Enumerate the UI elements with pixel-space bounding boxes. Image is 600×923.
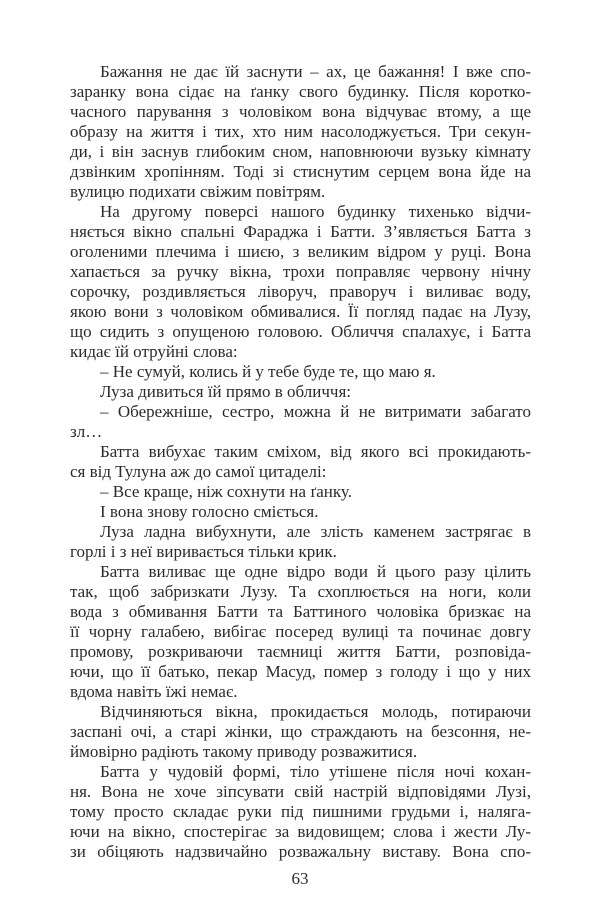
text-line: сорочку, роздивляється ліворуч, праворуч і виливає воду,: [70, 282, 531, 301]
text-line: На другому поверсі нашого будинку тихенько відчи-: [100, 202, 531, 221]
text-line: що сидить з опущеною головою. Обличчя спалахує, і Батта: [70, 322, 531, 341]
text-line: промову, розкриваючи таємниці життя Батти, розповіда-: [70, 642, 531, 661]
text-line: тому просто складає руки під пишними грудьми і, налягa-: [70, 802, 531, 821]
text-line: часного парування з чоловіком вона відчуває втому, а ще: [70, 102, 531, 121]
text-line: заспані очі, а старі жінки, що страждають на безсоння, не-: [70, 722, 531, 741]
text-line: ючи на вікно, спостерігає за видовищем; слова і жести Лу-: [70, 822, 531, 841]
text-line: Батта вибухає таким сміхом, від якого всі прокидають-: [100, 442, 531, 461]
text-line: ди, і він заснув глибоким сном, наповнюючи вузьку кімнату: [70, 142, 531, 161]
text-line: її чорну галабею, вибігає посеред вулиці та починає довгу: [70, 622, 531, 641]
text-line: – Все краще, ніж сохнути на ґанку.: [100, 482, 352, 501]
text-line: ня. Вона не хоче зіпсувати свій настрій відповідями Лузі,: [70, 782, 531, 801]
page-body-text: [70, 62, 531, 862]
page-number: 63: [291, 869, 309, 888]
text-line: Луза ладна вибухнути, але злість каменем застрягає в: [100, 522, 531, 541]
text-line: образу на життя і тих, хто ним насолоджується. Три секун-: [70, 122, 531, 141]
text-line: вулицю подихати свіжим повітрям.: [70, 182, 326, 201]
text-line: якою вони з чоловіком обмивалися. Її погляд падає на Лузу,: [70, 302, 531, 321]
text-line: Бажання не дає їй заснути – ах, це бажання! І вже спо-: [100, 62, 531, 81]
text-line: – Не сумуй, колись й у тебе буде те, що маю я.: [100, 362, 436, 381]
text-line: кидає їй отруйні слова:: [70, 342, 238, 361]
text-line: ся від Тулуна аж до самої цитаделі:: [70, 462, 327, 481]
text-line: – Обережніше, сестро, можна й не витримати забагато: [100, 402, 531, 421]
text-line: дзвінким хропінням. Тоді зі стиснутим серцем вона йде на: [70, 162, 531, 181]
text-line: горлі і з неї виривається тільки крик.: [70, 542, 337, 561]
text-line: няється вікно спальні Фараджа і Батти. З’являється Батта з: [70, 222, 531, 241]
text-line: вода з обмивання Батти та Баттиного чоловіка бризкає на: [70, 602, 531, 621]
text-line: зл…: [70, 422, 103, 441]
text-line: заранку вона сідає на ґанку свого будинку. Після коротко-: [70, 82, 531, 101]
text-line: вдома навіть їжі немає.: [70, 682, 238, 701]
text-line: хапається за ручку вікна, трохи поправляє червону нічну: [70, 262, 531, 281]
text-line: Батта виливає ще одне відро води й цього разу цілить: [100, 562, 531, 581]
text-line: І вона знову голосно сміється.: [100, 502, 319, 521]
text-line: зи обіцяють надзвичайно розважальну виставу. Вона спо-: [70, 842, 531, 861]
text-line: ючи, що її батько, пекар Масуд, помер з голоду і що у них: [70, 662, 531, 681]
text-line: ймовірно радіють такому приводу розважитися.: [70, 742, 418, 761]
text-line: Луза дивиться їй прямо в обличчя:: [100, 382, 352, 401]
text-line: Батта у чудовій формі, тіло утішене після ночі кохан-: [100, 762, 531, 781]
text-line: Відчиняються вікна, прокидається молодь, потираючи: [100, 702, 531, 721]
text-line: так, щоб забризкати Лузу. Та схоплюється на ноги, коли: [70, 582, 531, 601]
text-line: оголеними плечима і шиєю, з великим відром у руці. Вона: [70, 242, 531, 261]
